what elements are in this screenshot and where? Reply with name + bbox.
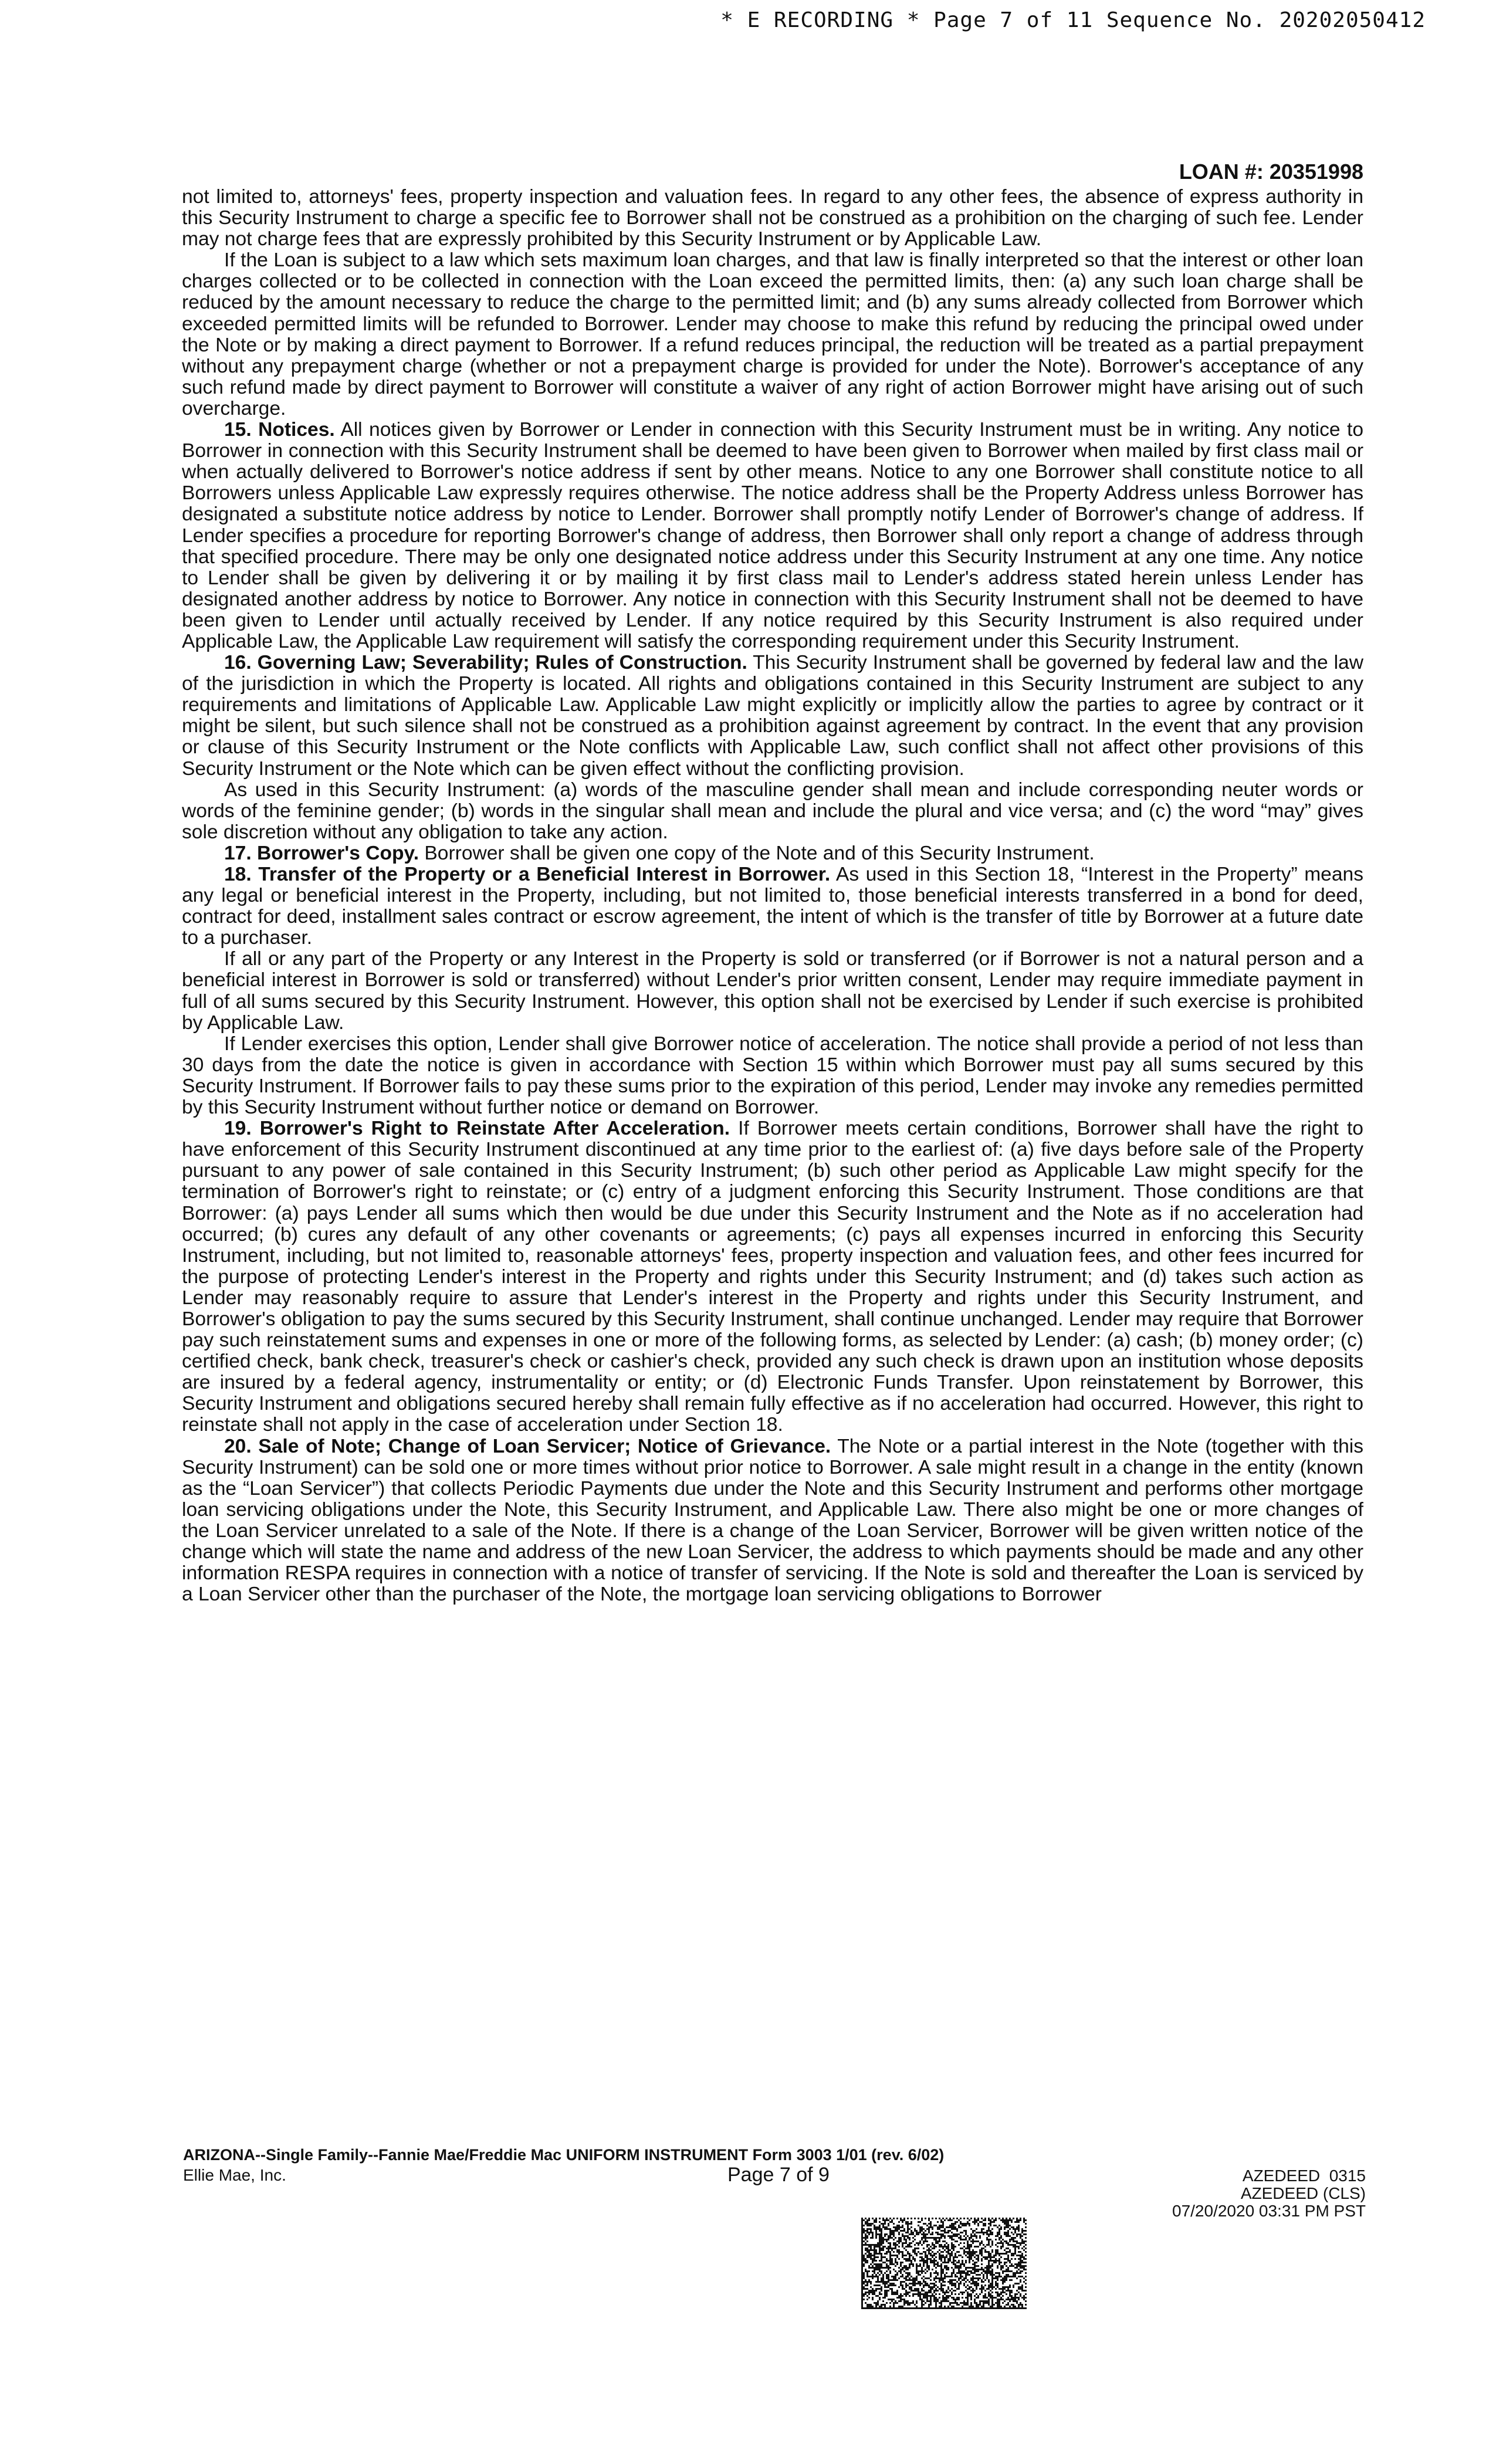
footer-page-number: Page 7 of 9 [727, 2164, 830, 2186]
section-heading: 18. Transfer of the Property or a Beneficial Interest in Borrower. [224, 864, 831, 885]
section-16-governing-law [182, 652, 1363, 780]
paragraph-fees-continued [182, 187, 1363, 250]
section-heading: 20. Sale of Note; Change of Loan Servicer; Notice of Grievance. [224, 1435, 831, 1457]
paragraph-acceleration-notice [182, 1034, 1363, 1118]
section-text: The Note or a partial interest in the Note (together with this Security Instrument) can be sold one or more times without prior notice to Borrower. A sale might result in a change in the entity (known as the “Loan Servicer”) that collects Periodic Payments due under the Note and this Security Instrument and performs other mortgage loan servicing obligations under the Note, this Security Instrument, and Applicable Law. There also might be one or more changes of the Loan Servicer unrelated to a sale of the Note. If there is a change of the Loan Servicer, Borrower will be given written notice of the change which will state the name and address of the new Loan Servicer, the address to which payments should be made and any other information RESPA requires in connection with a notice of transfer of servicing. If the Note is sold and thereafter the Loan is serviced by a Loan Servicer other than the purchaser of the Note, the mortgage loan servicing obligations to Borrower [182, 1435, 1363, 1606]
document-body [182, 187, 1363, 1605]
section-heading: 15. Notices. [224, 419, 335, 441]
paragraph-text: If the Loan is subject to a law which sets maximum loan charges, and that law is finally interpreted so that the interest or other loan charges collected or to be collected in connection with the Loan exceed the permitted limits, then: (a) any such loan charge shall be reduced by the amount necessary to reduce the charge to the permitted limit; and (b) any sums already collected from Borrower which exceeded permitted limits will be refunded to Borrower. Lender may choose to make this refund by reducing the principal owed under the Note or by making a direct payment to Borrower. If a refund reduces principal, the reduction will be treated as a partial prepayment without any prepayment charge (whether or not a prepayment charge is provided for under the Note). Borrower's acceptance of any such refund made by direct payment to Borrower will constitute a waiver of any right of action Borrower might have arising out of such overcharge. [182, 249, 1363, 419]
section-18-transfer [182, 864, 1363, 949]
paragraph-text: If Lender exercises this option, Lender shall give Borrower notice of acceleration. The notice shall provide a period of not less than 30 days from the date the notice is given in accordance with Section 15 within which Borrower must pay all sums secured by this Security Instrument. If Borrower fails to pay these sums prior to the expiration of this period, Lender may invoke any remedies permitted by this Security Instrument without further notice or demand on Borrower. [182, 1033, 1363, 1119]
paragraph-definitions [182, 780, 1363, 843]
footer-code-2: AZEDEED (CLS) [1240, 2184, 1366, 2202]
paragraph-text: As used in this Security Instrument: (a) words of the masculine gender shall mean and include corresponding neuter words or words of the feminine gender; (b) words in the singular shall mean and include the plural and vice versa; and (c) the word “may” gives sole discretion without any obligation to take any action. [182, 779, 1363, 843]
section-text: All notices given by Borrower or Lender in connection with this Security Instrument must be in writing. Any notice to Borrower in connection with this Security Instrument shall be deemed to have been given to Borrower when mailed by first class mail or when actually delivered to Borrower's notice address if sent by other means. Notice to any one Borrower shall constitute notice to all Borrowers unless Applicable Law expressly requires otherwise. The notice address shall be the Property Address unless Borrower has designated a substitute notice address by notice to Lender. Borrower shall promptly notify Lender of Borrower's change of address. If Lender specifies a procedure for reporting Borrower's change of address, then Borrower shall only report a change of address through that specified procedure. There may be only one designated notice address under this Security Instrument at any one time. Any notice to Lender shall be given by delivering it or by mailing it by first class mail to Lender's address stated herein unless Lender has designated another address by notice to Borrower. Any notice in connection with this Security Instrument shall not be deemed to have been given to Lender until actually received by Lender. If any notice required by this Security Instrument is also required under Applicable Law, the Applicable Law requirement will satisfy the corresponding requirement under this Security Instrument. [182, 419, 1363, 652]
section-text: As used in this Section 18, “Interest in the Property” means any legal or beneficial interest in the Property, including, but not limited to, those beneficial interests transferred in a bond for deed, contract for deed, installment sales contract or escrow agreement, the intent of which is the transfer of title by Borrower at a future date to a purchaser. [182, 864, 1363, 949]
section-19-reinstate [182, 1118, 1363, 1436]
footer-document-codes [1115, 2167, 1366, 2220]
section-text: Borrower shall be given one copy of the Note and of this Security Instrument. [424, 842, 1095, 864]
section-text: If Borrower meets certain conditions, Borrower shall have the right to have enforcement of this Security Instrument discontinued at any time prior to the earliest of: (a) five days before sale of the Property pursuant to any power of sale contained in this Security Instrument; (b) such other period as Applicable Law might specify for the termination of Borrower's right to reinstate; or (c) entry of a judgment enforcing this Security Instrument. Those conditions are that Borrower: (a) pays Lender all sums which then would be due under this Security Instrument and the Note as if no acceleration had occurred; (b) cures any default of any other covenants or agreements; (c) pays all expenses incurred in enforcing this Security Instrument, including, but not limited to, reasonable attorneys' fees, property inspection and valuation fees, and other fees incurred for the purpose of protecting Lender's interest in the Property and rights under this Security Instrument; and (d) takes such action as Lender may reasonably require to assure that Lender's interest in the Property and rights under this Security Instrument, and Borrower's obligation to pay the sums secured by this Security Instrument, shall continue unchanged. Lender may require that Borrower pay such reinstatement sums and expenses in one or more of the following forms, as selected by Lender: (a) cash; (b) money order; (c) certified check, bank check, treasurer's check or cashier's check, provided any such check is drawn upon an institution whose deposits are insured by a federal agency, instrumentality or entity; or (d) Electronic Funds Transfer. Upon reinstatement by Borrower, this Security Instrument and obligations secured hereby shall remain fully effective as if no acceleration had occurred. However, this right to reinstate shall not apply in the case of acceleration under Section 18. [182, 1118, 1363, 1436]
section-heading: 19. Borrower's Right to Reinstate After Acceleration. [224, 1118, 730, 1140]
section-text: This Security Instrument shall be governed by federal law and the law of the jurisdiction in which the Property is located. All rights and obligations contained in this Security Instrument are subject to any requirements and limitations of Applicable Law. Applicable Law might explicitly or implicitly allow the parties to agree by contract or it might be silent, but such silence shall not be construed as a prohibition against agreement by contract. In the event that any provision or clause of this Security Instrument or the Note conflicts with Applicable Law, such conflict shall not affect other provisions of this Security Instrument or the Note which can be given effect without the conflicting provision. [182, 652, 1363, 780]
section-15-notices [182, 419, 1363, 652]
paragraph-loan-charges [182, 250, 1363, 419]
footer-company: Ellie Mae, Inc. [183, 2166, 286, 2184]
recording-header: * E RECORDING * Page 7 of 11 Sequence No. 20202050412 [720, 8, 1426, 32]
section-20-sale-of-note [182, 1436, 1363, 1606]
paragraph-text: not limited to, attorneys' fees, property inspection and valuation fees. In regard to any other fees, the absence of express authority in this Security Instrument to charge a specific fee to Borrower shall not be construed as a prohibition on the charging of such fee. Lender may not charge fees that are expressly prohibited by this Security Instrument or by Applicable Law. [182, 186, 1363, 251]
section-17-borrowers-copy [182, 843, 1363, 864]
paragraph-transfer-consent [182, 949, 1363, 1033]
section-heading: 17. Borrower's Copy. [224, 842, 419, 864]
paragraph-text: If all or any part of the Property or any Interest in the Property is sold or transferred (or if Borrower is not a natural person and a beneficial interest in Borrower is sold or transferred) without Lender's prior written consent, Lender may require immediate payment in full of all sums secured by this Security Instrument. However, this option shall not be exercised by Lender if such exercise is prohibited by Applicable Law. [182, 948, 1363, 1034]
footer-form-title: ARIZONA--Single Family--Fannie Mae/Freddie Mac UNIFORM INSTRUMENT Form 3003 1/01 (rev. 6/02) [183, 2146, 945, 2164]
loan-number: LOAN #: 20351998 [1179, 160, 1363, 184]
barcode-2d [861, 2218, 1027, 2309]
footer-timestamp: 07/20/2020 03:31 PM PST [1172, 2202, 1366, 2220]
footer-code-1: AZEDEED 0315 [1242, 2167, 1366, 2185]
section-heading: 16. Governing Law; Severability; Rules of Construction. [224, 652, 747, 674]
